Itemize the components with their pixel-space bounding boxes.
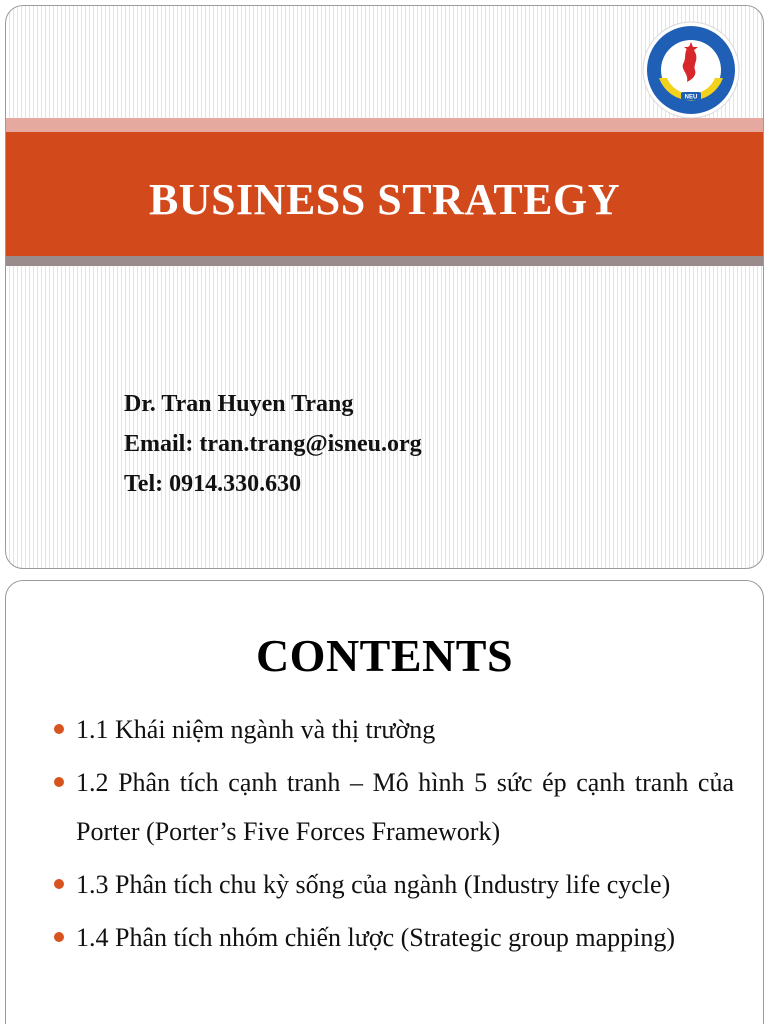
list-item <box>50 913 734 962</box>
title-band <box>6 132 763 256</box>
list-item <box>50 860 734 909</box>
title-band-bottom <box>6 256 763 266</box>
bullet-dot-icon <box>54 932 64 942</box>
contents-slide <box>5 580 764 1024</box>
bullet-dot-icon <box>54 724 64 734</box>
list-item-text: 1.3 Phân tích chu kỳ sống của ngành (Industry life cycle) <box>76 870 671 899</box>
contents-heading: CONTENTS <box>255 630 514 681</box>
svg-text:NEU: NEU <box>684 94 698 101</box>
bullet-dot-icon <box>54 879 64 889</box>
author-tel: Tel: 0914.330.630 <box>124 471 302 497</box>
list-item-text: 1.4 Phân tích nhóm chiến lược (Strategic group mapping) <box>76 923 675 952</box>
title-slide <box>5 5 764 569</box>
list-item <box>50 705 734 754</box>
university-logo-icon <box>641 20 741 120</box>
author-name: Dr. Tran Huyen Trang <box>124 391 354 417</box>
list-item-text: 1.1 Khái niệm ngành và thị trường <box>76 715 436 744</box>
contents-list <box>50 705 734 966</box>
author-block <box>124 384 422 504</box>
slide-title: BUSINESS STRATEGY <box>148 174 621 224</box>
list-item <box>50 758 734 856</box>
title-band-top <box>6 118 763 132</box>
list-item-text: 1.2 Phân tích cạnh tranh – Mô hình 5 sức ép cạnh tranh của Porter (Porter’s Five Forces Framework) <box>76 768 734 846</box>
author-email: Email: tran.trang@isneu.org <box>124 431 422 457</box>
bullet-dot-icon <box>54 777 64 787</box>
